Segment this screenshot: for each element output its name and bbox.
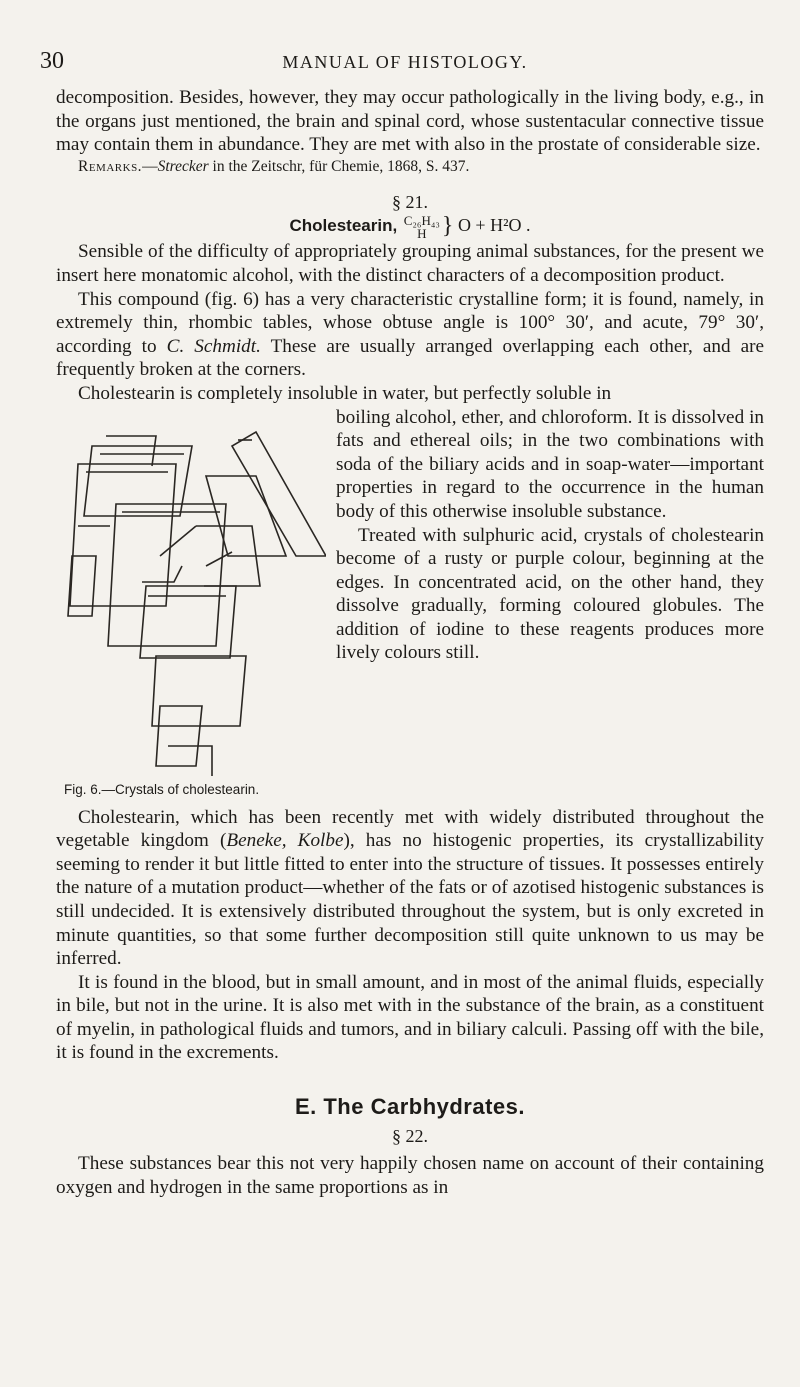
paragraph-2 <box>56 288 764 382</box>
paragraph-2-author: C. Schmidt. <box>166 335 261 357</box>
paragraph-5 <box>56 806 764 971</box>
page-number: 30 <box>40 48 64 74</box>
remarks-author: Strecker <box>157 157 209 175</box>
cholestearin-formula: Cholestearin, C₂₆H₄₃ H } O + H²O . <box>289 213 531 242</box>
formula-title: Cholestearin, <box>289 216 398 236</box>
remarks-reference: in the Zeitschr, für Chemie, 1868, S. 437. <box>208 157 470 175</box>
paragraph-5-a: Cholestearin, which has been recently met with widely distributed throughout the vegetable kingdom ( <box>56 806 764 852</box>
page-header <box>40 48 770 78</box>
cholestearin-crystals-drawing <box>56 406 326 776</box>
figure-caption: Fig. 6.—Crystals of cholestearin. <box>64 781 260 797</box>
body-text <box>56 86 764 1199</box>
remarks-label: Remarks. <box>78 157 143 175</box>
paragraph-2-b: These are usually arranged overlapping each other, and are frequently broken at the corners. <box>56 335 764 381</box>
paragraph-3-rest: boiling alcohol, ether, and chloroform. It is dissolved in fats and ethereal oils; in the two combinations with soda of the biliary acids and in soap-water—important properties in regard to the occurrence in the human body of this otherwise insoluble substance. <box>336 406 764 522</box>
formula-top: C₂₆H₄₃ <box>403 213 440 229</box>
paragraph-3-lead: Cholestearin is completely insoluble in water, but perfectly soluble in <box>78 382 612 404</box>
paragraph-5-b: ), has no histogenic properties, its crystallizability seeming to render it but little fitted to enter into the structure of tissues. It possesses entirely the nature of a mutation product—whether of the fats or of azotised histogenic substances is still undecided. It is extensively distributed throughout the system, but is only excreted in minute quantities, so that some further decomposition still quite unknown to us may be inferred. <box>56 830 764 970</box>
section-22-number: § 22. <box>392 1125 428 1146</box>
paragraph-4: Treated with sulphuric acid, crystals of cholestearin become of a rusty or purple colour, beginning at the edges. In concentrated acid, on the other hand, they dissolve gradually, forming coloured globules. The addition of iodine to these reagents produces more lively colours still. <box>336 524 764 664</box>
paragraph-2-a: This compound (fig. 6) has a very characteristic crystalline form; it is found, namely, in extremely thin, rhombic tables, whose obtuse angle is 100° 30′, and acute, 79° 30′, according to <box>56 288 764 357</box>
paragraph-5-authors: Beneke, Kolbe <box>226 830 344 852</box>
paragraph-6: It is found in the blood, but in small amount, and in most of the animal fluids, especially in bile, but not in the urine. It is also met with in the substance of the brain, as a constituent of myelin, in pathological fluids and tumors, and in biliary calculi. Passing off with the bile, it is found in the excrements. <box>56 971 764 1064</box>
section-e-paragraph: These substances bear this not very happily chosen name on account of their containing oxygen and hydrogen in the same proportions as in <box>56 1153 764 1198</box>
running-title: MANUAL OF HISTOLOGY. <box>282 52 528 72</box>
intro-paragraph: decomposition. Besides, however, they may occur pathologically in the living body, e.g., in the organs just mentioned, the brain and spinal cord, whose sustentacular connective tissue may contain them in abundance. They are met with also in the prostate of considerable size. <box>56 87 764 156</box>
section-21-number: § 21. <box>392 191 428 212</box>
formula-tail: O + H²O . <box>457 215 531 236</box>
section-e-heading: E. The Carbhydrates. <box>294 1094 526 1120</box>
remarks-note: Remarks.—Strecker in the Zeitschr, für Chemie, 1868, S. 437. <box>78 157 470 175</box>
figure-6 <box>56 406 326 806</box>
formula-bottom: H <box>417 226 427 242</box>
paragraph-1: Sensible of the difficulty of appropriately grouping animal substances, for the present we insert here monatomic alcohol, with the distinct characters of a decomposition product. <box>56 241 764 286</box>
